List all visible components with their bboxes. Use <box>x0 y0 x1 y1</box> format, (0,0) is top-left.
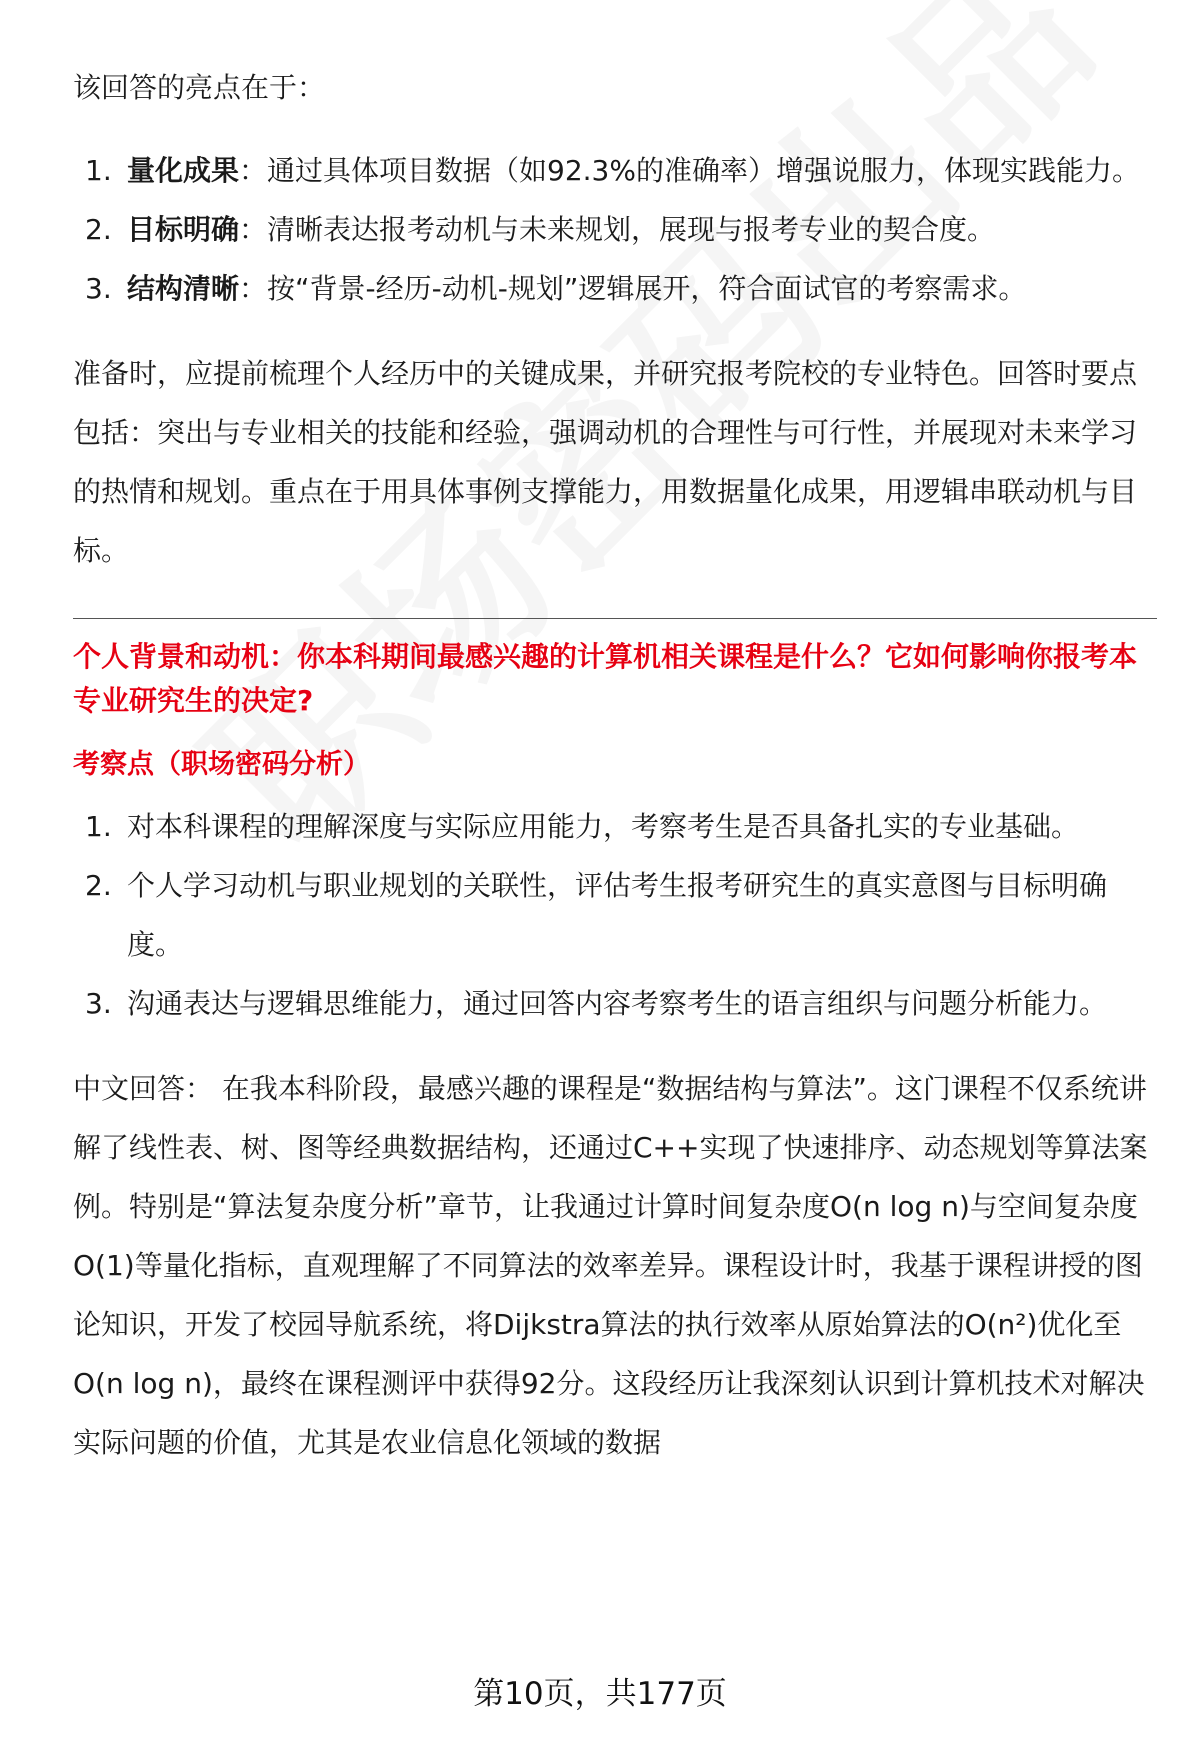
tip-paragraph: 准备时，应提前梳理个人经历中的关键成果，并研究报考院校的专业特色。回答时要点包括：突出与专业相关的技能和经验，强调动机的合理性与可行性，并展现对未来学习的热情和规划。重点在于用具体事例支撑能力，用数据量化成果，用逻辑串联动机与目标。 <box>73 357 1138 567</box>
highlight-separator: ： <box>239 213 268 246</box>
list-item <box>73 259 1157 318</box>
list-number: 1. <box>85 154 112 187</box>
intro-text: 该回答的亮点在于： <box>73 71 326 104</box>
list-item <box>73 856 1157 974</box>
highlight-text: 清晰表达报考动机与未来规划，展现与报考专业的契合度。 <box>267 213 996 246</box>
analysis-text: 个人学习动机与职业规划的关联性，评估考生报考研究生的真实意图与目标明确度。 <box>127 869 1108 961</box>
list-number: 3. <box>85 272 112 305</box>
list-item <box>73 200 1157 259</box>
list-item <box>73 797 1157 856</box>
page-content <box>73 58 1157 1472</box>
page-number: 第10页，共177页 <box>473 1676 727 1712</box>
highlight-title: 目标明确 <box>127 213 240 246</box>
list-number: 3. <box>85 987 112 1020</box>
answer-paragraph: 中文回答： 在我本科阶段，最感兴趣的课程是“数据结构与算法”。这门课程不仅系统讲解了线性表、树、图等经典数据结构，还通过C++实现了快速排序、动态规划等算法案例。特别是“算法复杂度分析”章节，让我通过计算时间复杂度O(n log n)与空间复杂度O(1)等量化指标，直观理解了不同算法的效率差异。课程设计时，我基于课程讲授的图论知识，开发了校园导航系统，将Dijkstra算法的执行效率从原始算法的O(n²)优化至O(n log n)，最终在课程测评中获得92分。这段经历让我深刻认识到计算机技术对解决实际问题的价值，尤其是农业信息化领域的数据 <box>73 1072 1148 1459</box>
list-item <box>73 974 1157 1033</box>
analysis-heading: 考察点（职场密码分析） <box>73 749 370 780</box>
highlight-separator: ： <box>239 154 268 187</box>
list-number: 1. <box>85 810 112 843</box>
analysis-list <box>73 797 1157 1033</box>
analysis-text: 沟通表达与逻辑思维能力，通过回答内容考察考生的语言组织与问题分析能力。 <box>127 987 1108 1020</box>
highlights-list <box>73 141 1157 318</box>
highlight-title: 结构清晰 <box>127 272 240 305</box>
analysis-text: 对本科课程的理解深度与实际应用能力，考察考生是否具备扎实的专业基础。 <box>127 810 1080 843</box>
list-item <box>73 141 1157 200</box>
highlight-separator: ： <box>239 272 268 305</box>
highlight-text: 按“背景-经历-动机-规划”逻辑展开，符合面试官的考察需求。 <box>267 272 1027 305</box>
section-divider <box>73 618 1157 619</box>
highlight-text: 通过具体项目数据（如92.3%的准确率）增强说服力，体现实践能力。 <box>267 154 1140 187</box>
list-number: 2. <box>85 869 112 902</box>
question-heading: 个人背景和动机：你本科期间最感兴趣的计算机相关课程是什么？它如何影响你报考本专业研究生的决定? <box>73 640 1138 717</box>
highlight-title: 量化成果 <box>127 154 240 187</box>
list-number: 2. <box>85 213 112 246</box>
